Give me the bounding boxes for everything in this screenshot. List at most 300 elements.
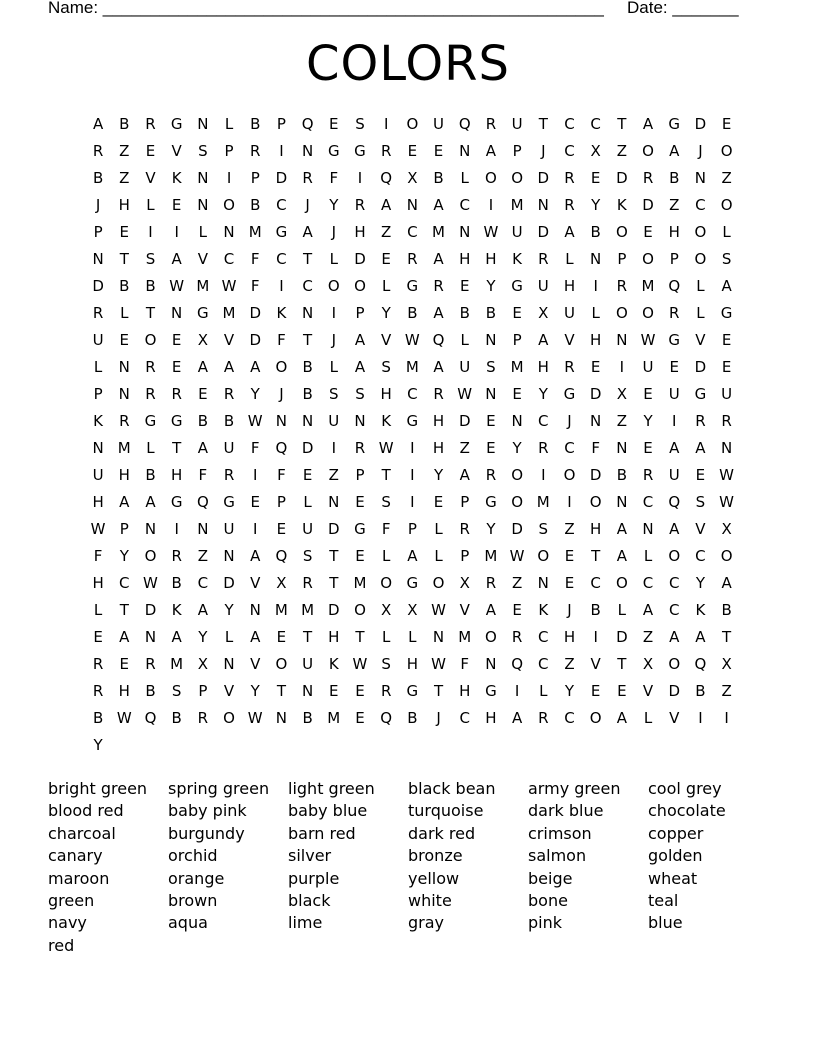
grid-letter: C xyxy=(407,385,418,403)
grid-letter: X xyxy=(721,520,732,538)
grid-letter: Q xyxy=(144,709,157,727)
grid-letter: S xyxy=(198,142,208,160)
grid-letter: E xyxy=(171,196,182,214)
grid-letter: T xyxy=(329,574,339,592)
grid-letter: I xyxy=(488,196,494,214)
word-list-item: orange xyxy=(168,868,225,888)
grid-letter: E xyxy=(276,520,287,538)
grid-letter: O xyxy=(485,628,497,646)
grid-letter: N xyxy=(694,169,707,187)
grid-letter: A xyxy=(381,196,392,214)
grid-letter: W xyxy=(719,493,735,511)
grid-letter: F xyxy=(460,655,470,673)
grid-letter: S xyxy=(381,493,391,511)
grid-letter: I xyxy=(724,709,729,727)
grid-letter: C xyxy=(668,601,680,619)
grid-letter: R xyxy=(250,142,261,160)
grid-letter: E xyxy=(617,682,627,700)
grid-letter: W xyxy=(143,574,158,592)
grid-letter: H xyxy=(92,493,104,511)
grid-letter: T xyxy=(381,466,391,484)
grid-letter: I xyxy=(174,223,179,241)
grid-letter: X xyxy=(197,655,208,673)
grid-letter: L xyxy=(696,304,705,322)
grid-letter: Q xyxy=(196,493,209,511)
grid-letter: N xyxy=(301,682,314,700)
grid-letter: F xyxy=(277,331,286,349)
grid-letter: B xyxy=(119,115,130,133)
grid-letter: G xyxy=(170,412,183,430)
grid-letter: M xyxy=(274,601,288,619)
grid-letter: Q xyxy=(380,709,393,727)
grid-letter: D xyxy=(249,331,261,349)
grid-letter: G xyxy=(275,223,288,241)
grid-letter: C xyxy=(407,223,418,241)
grid-letter: J xyxy=(567,412,572,430)
grid-letter: L xyxy=(565,250,574,268)
grid-letter: Z xyxy=(721,169,732,187)
grid-letter: O xyxy=(275,358,288,376)
grid-letter: O xyxy=(642,142,654,160)
grid-letter: O xyxy=(720,142,733,160)
grid-letter: N xyxy=(197,196,209,214)
grid-letter: C xyxy=(276,196,287,214)
grid-letter: A xyxy=(302,223,313,241)
grid-letter: R xyxy=(223,385,235,403)
grid-letter: D xyxy=(694,115,707,133)
grid-letter: N xyxy=(223,655,235,673)
grid-letter: X xyxy=(197,331,208,349)
grid-letter: P xyxy=(93,223,103,241)
grid-letter: T xyxy=(119,601,129,619)
grid-letter: G xyxy=(406,682,419,700)
word-list-item: red xyxy=(48,935,75,955)
word-list-item: burgundy xyxy=(168,823,245,843)
grid-letter: G xyxy=(170,115,183,133)
grid-letter: O xyxy=(223,196,235,214)
grid-letter: I xyxy=(383,115,389,133)
word-list-item: baby blue xyxy=(288,801,368,821)
grid-letter: R xyxy=(302,169,313,187)
grid-letter: N xyxy=(301,412,314,430)
grid-letter: N xyxy=(249,601,261,619)
grid-letter: H xyxy=(118,196,130,214)
grid-letter: O xyxy=(668,547,681,565)
grid-letter: K xyxy=(276,304,287,322)
grid-letter: A xyxy=(197,439,208,457)
letter-grid xyxy=(85,111,740,759)
word-list-item: dark red xyxy=(408,823,476,843)
grid-letter: X xyxy=(616,385,627,403)
grid-letter: A xyxy=(721,277,732,295)
grid-letter: D xyxy=(328,520,340,538)
grid-letter: D xyxy=(589,466,602,484)
grid-letter: D xyxy=(537,223,550,241)
word-list-item: crimson xyxy=(528,823,592,843)
grid-letter: O xyxy=(275,655,288,673)
grid-letter: C xyxy=(276,250,287,268)
word-list-item: dark blue xyxy=(528,801,604,821)
grid-letter: G xyxy=(485,493,497,511)
grid-letter: H xyxy=(118,466,130,484)
grid-letter: K xyxy=(695,601,706,619)
grid-letter: O xyxy=(354,601,366,619)
grid-letter: M xyxy=(117,439,131,457)
word-list-item: orchid xyxy=(168,846,218,866)
name-field-label: Name: _____________________________________________________ xyxy=(48,0,604,17)
grid-letter: Z xyxy=(564,520,575,538)
grid-letter: R xyxy=(197,709,209,727)
grid-letter: K xyxy=(512,250,523,268)
grid-letter: E xyxy=(119,331,130,349)
grid-letter: H xyxy=(118,682,130,700)
grid-letter: A xyxy=(354,331,366,349)
grid-letter: V xyxy=(250,655,261,673)
grid-letter: P xyxy=(250,169,260,187)
grid-letter: R xyxy=(642,466,654,484)
grid-letter: N xyxy=(511,412,523,430)
grid-letter: N xyxy=(197,169,209,187)
grid-letter: N xyxy=(223,547,235,565)
word-list-item: maroon xyxy=(48,868,110,888)
grid-letter: I xyxy=(331,439,336,457)
grid-letter: M xyxy=(196,277,210,295)
grid-letter: H xyxy=(459,682,471,700)
grid-letter: D xyxy=(328,601,340,619)
grid-letter: L xyxy=(408,628,417,646)
grid-letter: T xyxy=(617,655,627,673)
grid-letter: R xyxy=(485,466,497,484)
grid-letter: C xyxy=(197,574,209,592)
grid-letter: L xyxy=(224,115,234,133)
grid-letter: O xyxy=(615,574,628,592)
grid-letter: I xyxy=(279,142,284,160)
grid-letter: G xyxy=(144,412,157,430)
grid-letter: G xyxy=(563,385,576,403)
grid-letter: E xyxy=(276,628,287,646)
grid-letter: Z xyxy=(642,628,654,646)
grid-letter: Z xyxy=(381,223,392,241)
grid-letter: S xyxy=(355,115,365,133)
grid-letter: J xyxy=(305,196,310,214)
grid-letter: L xyxy=(381,277,391,295)
grid-letter: B xyxy=(145,466,156,484)
word-list-item: green xyxy=(48,890,95,910)
grid-letter: N xyxy=(144,628,157,646)
grid-letter: R xyxy=(721,412,732,430)
grid-letter: L xyxy=(617,601,627,619)
grid-letter: M xyxy=(458,628,472,646)
grid-letter: C xyxy=(642,493,654,511)
grid-letter: E xyxy=(459,277,470,295)
grid-letter: W xyxy=(378,439,394,457)
grid-letter: L xyxy=(329,358,338,376)
grid-letter: C xyxy=(590,574,601,592)
grid-letter: U xyxy=(92,331,104,349)
grid-letter: P xyxy=(119,520,129,538)
grid-letter: D xyxy=(249,304,261,322)
grid-letter: E xyxy=(486,412,496,430)
grid-letter: A xyxy=(119,628,130,646)
grid-letter: K xyxy=(616,196,627,214)
grid-letter: A xyxy=(642,601,654,619)
grid-letter: Q xyxy=(275,547,288,565)
grid-letter: F xyxy=(250,439,260,457)
grid-letter: I xyxy=(331,304,336,322)
grid-letter: L xyxy=(643,709,653,727)
grid-letter: L xyxy=(696,277,705,295)
grid-letter: G xyxy=(406,412,419,430)
grid-letter: W xyxy=(509,547,525,565)
word-list-item: teal xyxy=(648,890,679,910)
grid-letter: E xyxy=(643,385,653,403)
grid-letter: X xyxy=(407,601,418,619)
grid-letter: E xyxy=(381,250,391,268)
grid-letter: T xyxy=(303,628,313,646)
grid-letter: Y xyxy=(93,736,103,754)
grid-letter: U xyxy=(459,358,471,376)
grid-letter: G xyxy=(170,493,183,511)
grid-letter: N xyxy=(616,439,628,457)
word-list-item: black xyxy=(288,890,331,910)
grid-letter: S xyxy=(695,493,706,511)
grid-letter: H xyxy=(406,655,418,673)
grid-letter: A xyxy=(119,493,130,511)
grid-letter: B xyxy=(616,466,627,484)
grid-letter: P xyxy=(407,520,417,538)
grid-letter: Y xyxy=(643,412,653,430)
grid-letter: R xyxy=(92,682,104,700)
grid-letter: A xyxy=(485,601,497,619)
grid-letter: I xyxy=(226,169,232,187)
grid-letter: E xyxy=(512,601,522,619)
grid-letter: H xyxy=(432,439,445,457)
grid-letter: K xyxy=(171,169,182,187)
grid-letter: R xyxy=(223,466,235,484)
grid-letter: U xyxy=(511,115,523,133)
grid-letter: Y xyxy=(538,385,548,403)
grid-letter: Y xyxy=(564,682,575,700)
grid-letter: P xyxy=(355,304,365,322)
grid-letter: N xyxy=(616,331,628,349)
grid-letter: I xyxy=(541,466,546,484)
grid-letter: O xyxy=(354,277,366,295)
grid-letter: Z xyxy=(721,682,732,700)
grid-letter: M xyxy=(484,547,498,565)
grid-letter: D xyxy=(275,169,288,187)
grid-letter: V xyxy=(250,574,261,592)
grid-letter: O xyxy=(144,547,157,565)
grid-letter: O xyxy=(537,547,550,565)
grid-letter: Z xyxy=(669,196,680,214)
grid-letter: G xyxy=(511,277,523,295)
grid-letter: C xyxy=(695,196,706,214)
word-list-item: cool grey xyxy=(648,779,722,798)
grid-letter: H xyxy=(92,574,104,592)
grid-letter: C xyxy=(459,196,470,214)
grid-letter: A xyxy=(669,520,680,538)
grid-letter: Q xyxy=(458,115,471,133)
grid-letter: G xyxy=(327,142,340,160)
grid-letter: B xyxy=(695,682,706,700)
grid-letter: Z xyxy=(616,142,627,160)
grid-letter: V xyxy=(223,682,235,700)
grid-letter: L xyxy=(434,547,443,565)
grid-letter: E xyxy=(119,223,130,241)
grid-letter: C xyxy=(564,142,575,160)
grid-letter: T xyxy=(303,250,313,268)
grid-letter: S xyxy=(171,682,182,700)
grid-letter: W xyxy=(169,277,185,295)
grid-letter: H xyxy=(485,250,497,268)
grid-letter: S xyxy=(145,250,156,268)
grid-letter: N xyxy=(197,115,209,133)
grid-letter: I xyxy=(410,466,415,484)
grid-letter: O xyxy=(563,466,576,484)
grid-letter: L xyxy=(329,250,338,268)
grid-letter: E xyxy=(643,223,653,241)
grid-letter: O xyxy=(589,493,602,511)
grid-letter: A xyxy=(669,439,680,457)
grid-letter: N xyxy=(197,520,209,538)
grid-letter: G xyxy=(406,574,419,592)
grid-letter: W xyxy=(404,331,420,349)
grid-letter: R xyxy=(695,412,706,430)
grid-letter: O xyxy=(223,709,235,727)
grid-letter: O xyxy=(720,547,733,565)
grid-letter: J xyxy=(436,709,441,727)
grid-letter: E xyxy=(119,655,130,673)
grid-letter: X xyxy=(276,574,287,592)
grid-letter: U xyxy=(537,277,549,295)
grid-letter: X xyxy=(538,304,549,322)
grid-letter: A xyxy=(407,547,418,565)
grid-letter: D xyxy=(616,628,628,646)
grid-letter: N xyxy=(328,493,340,511)
grid-letter: F xyxy=(277,466,286,484)
grid-letter: M xyxy=(510,196,524,214)
word-list-item: copper xyxy=(648,823,704,843)
grid-letter: R xyxy=(354,196,366,214)
grid-letter: N xyxy=(275,709,288,727)
grid-letter: W xyxy=(90,520,106,538)
grid-letter: I xyxy=(253,466,258,484)
grid-letter: E xyxy=(171,358,182,376)
grid-letter: N xyxy=(459,223,471,241)
grid-letter: C xyxy=(564,439,575,457)
grid-letter: C xyxy=(642,574,654,592)
grid-letter: B xyxy=(407,709,418,727)
grid-letter: O xyxy=(485,169,497,187)
grid-letter: U xyxy=(302,655,314,673)
grid-letter: Q xyxy=(668,277,681,295)
grid-letter: A xyxy=(695,628,706,646)
grid-letter: C xyxy=(538,412,549,430)
grid-letter: Q xyxy=(511,655,523,673)
grid-letter: R xyxy=(669,304,680,322)
grid-letter: H xyxy=(563,628,576,646)
grid-letter: Y xyxy=(224,601,234,619)
grid-letter: B xyxy=(669,169,680,187)
grid-letter: O xyxy=(432,574,445,592)
grid-letter: R xyxy=(145,655,156,673)
grid-letter: R xyxy=(302,574,313,592)
word-list-item: spring green xyxy=(168,779,270,798)
grid-letter: A xyxy=(433,250,444,268)
grid-letter: D xyxy=(589,385,602,403)
grid-letter: O xyxy=(642,250,654,268)
grid-letter: V xyxy=(564,331,575,349)
grid-letter: T xyxy=(355,628,365,646)
grid-letter: D xyxy=(458,412,471,430)
grid-letter: S xyxy=(486,358,496,376)
grid-letter: K xyxy=(328,655,339,673)
grid-letter: S xyxy=(381,358,391,376)
grid-letter: E xyxy=(433,493,444,511)
grid-letter: B xyxy=(302,385,313,403)
grid-letter: R xyxy=(171,385,182,403)
grid-letter: L xyxy=(198,223,208,241)
grid-letter: Y xyxy=(250,682,260,700)
grid-letter: H xyxy=(590,331,602,349)
grid-letter: J xyxy=(331,331,336,349)
grid-letter: R xyxy=(642,169,654,187)
grid-letter: T xyxy=(617,115,627,133)
grid-letter: E xyxy=(512,304,522,322)
grid-letter: L xyxy=(381,628,391,646)
grid-letter: F xyxy=(250,250,260,268)
grid-letter: A xyxy=(538,331,549,349)
grid-letter: V xyxy=(223,331,235,349)
grid-letter: V xyxy=(695,520,706,538)
grid-letter: I xyxy=(174,520,179,538)
grid-letter: F xyxy=(198,466,208,484)
grid-letter: D xyxy=(92,277,104,295)
grid-letter: N xyxy=(118,358,130,376)
grid-letter: R xyxy=(145,385,156,403)
grid-letter: R xyxy=(145,115,156,133)
grid-letter: M xyxy=(641,277,655,295)
grid-letter: R xyxy=(354,439,366,457)
grid-letter: W xyxy=(640,331,656,349)
grid-letter: Q xyxy=(301,115,314,133)
grid-letter: W xyxy=(483,223,499,241)
grid-letter: X xyxy=(407,169,418,187)
grid-letter: R xyxy=(511,628,523,646)
grid-letter: Y xyxy=(119,547,129,565)
grid-letter: N xyxy=(485,331,497,349)
grid-letter: I xyxy=(253,520,258,538)
grid-letter: B xyxy=(223,412,235,430)
grid-letter: L xyxy=(434,520,443,538)
word-list-item: baby pink xyxy=(168,801,247,821)
grid-letter: C xyxy=(564,709,575,727)
grid-letter: I xyxy=(593,277,598,295)
grid-letter: V xyxy=(669,709,680,727)
grid-letter: I xyxy=(148,223,153,241)
grid-letter: Q xyxy=(432,331,445,349)
grid-letter: Q xyxy=(668,493,681,511)
grid-letter: H xyxy=(354,223,366,241)
grid-letter: O xyxy=(589,709,602,727)
date-field-label: Date: _______ xyxy=(627,0,739,17)
grid-letter: B xyxy=(250,115,261,133)
word-list-item: aqua xyxy=(168,913,208,933)
grid-letter: R xyxy=(380,142,392,160)
grid-letter: O xyxy=(327,277,340,295)
grid-letter: N xyxy=(144,520,157,538)
grid-letter: X xyxy=(381,601,392,619)
